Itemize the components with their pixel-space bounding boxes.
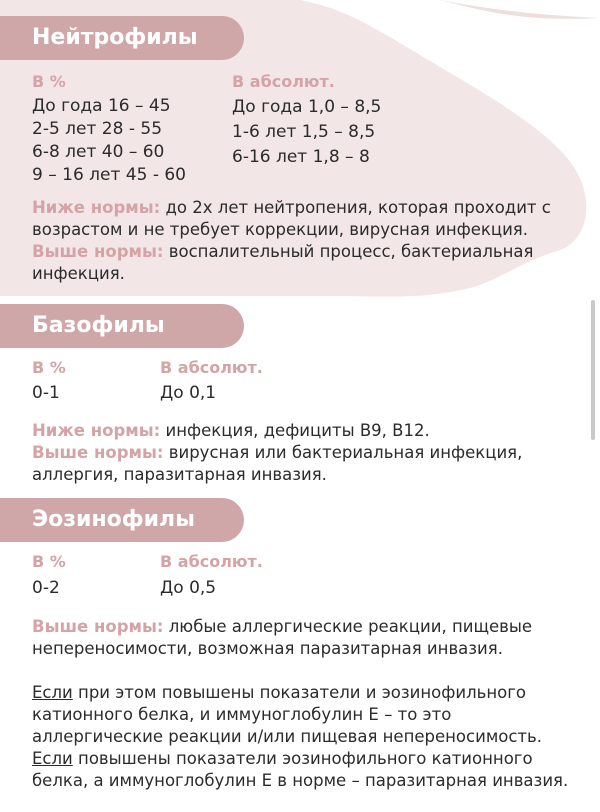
neutrophils-title: Нейтрофилы [32, 25, 198, 50]
scrollbar[interactable] [591, 300, 595, 440]
note-lead: Если [32, 749, 73, 768]
note-lead: Если [32, 683, 73, 702]
below-norm-label: Ниже нормы: [32, 421, 161, 440]
neutrophils-pct-label: В % [32, 72, 66, 91]
eosinophils-title: Эозинофилы [32, 507, 196, 532]
above-norm-text: любые аллергические реакции, пищевые непереносимости, возможная паразитарная инвазия. [32, 617, 533, 658]
above-norm-label: Выше нормы: [32, 617, 164, 636]
eosinophils-pct-value: 0-2 [32, 578, 60, 598]
neutrophils-pct-row: До года 16 – 45 [32, 96, 171, 116]
neutrophils-pct-list [32, 95, 186, 187]
neutrophils-pct-row: 2-5 лет 28 - 55 [32, 119, 163, 139]
neutrophils-pct-row: 6-8 лет 40 – 60 [32, 142, 165, 162]
neutrophils-abs-row: 1-6 лет 1,5 – 8,5 [232, 122, 376, 142]
below-norm-text: до 2х лет нейтропения, которая проходит с возрастом и не требует коррекции, вирусная инфекция. [32, 198, 551, 239]
above-norm-label: Выше нормы: [32, 443, 164, 462]
basophils-title: Базофилы [32, 313, 165, 338]
below-norm-label: Ниже нормы: [32, 198, 161, 217]
basophils-pct-value: 0-1 [32, 383, 60, 403]
above-norm-label: Выше нормы: [32, 242, 164, 261]
above-norm-text: воспалительный процесс, бактериальная инфекция. [32, 242, 534, 283]
neutrophils-abs-row: До года 1,0 – 8,5 [232, 97, 382, 117]
neutrophils-abs-label: В абсолют. [232, 72, 335, 91]
note-text: повышены показатели эозинофильного катионного белка, а иммуноглобулин Е в норме – паразитарная инвазия. [32, 749, 569, 790]
eosinophils-note-2 [32, 748, 577, 792]
eosinophils-note-1 [32, 682, 577, 748]
note-text: при этом повышены показатели и эозинофильного катионного белка, и иммуноглобулин Е – то это аллергические реакции и/или пищевая непереносимость. [32, 683, 543, 746]
eosinophils-pct-label: В % [32, 552, 66, 571]
eosinophils-description [32, 616, 577, 660]
eosinophils-abs-label: В абсолют. [160, 552, 263, 571]
eosinophils-abs-value: До 0,5 [160, 578, 217, 598]
basophils-abs-value: До 0,1 [160, 383, 217, 403]
below-norm-text: инфекция, дефициты В9, В12. [160, 421, 430, 440]
basophils-description [32, 420, 577, 486]
neutrophils-pct-row: 9 – 16 лет 45 - 60 [32, 165, 186, 185]
eosinophils-header [0, 498, 244, 542]
neutrophils-header [0, 16, 244, 60]
basophils-header [0, 304, 244, 348]
above-norm-text: вирусная или бактериальная инфекция, аллергия, паразитарная инвазия. [32, 443, 523, 484]
basophils-pct-label: В % [32, 358, 66, 377]
neutrophils-description [32, 197, 577, 285]
neutrophils-abs-row: 6-16 лет 1,8 – 8 [232, 147, 370, 167]
basophils-abs-label: В абсолют. [160, 358, 263, 377]
neutrophils-abs-list [232, 95, 381, 170]
